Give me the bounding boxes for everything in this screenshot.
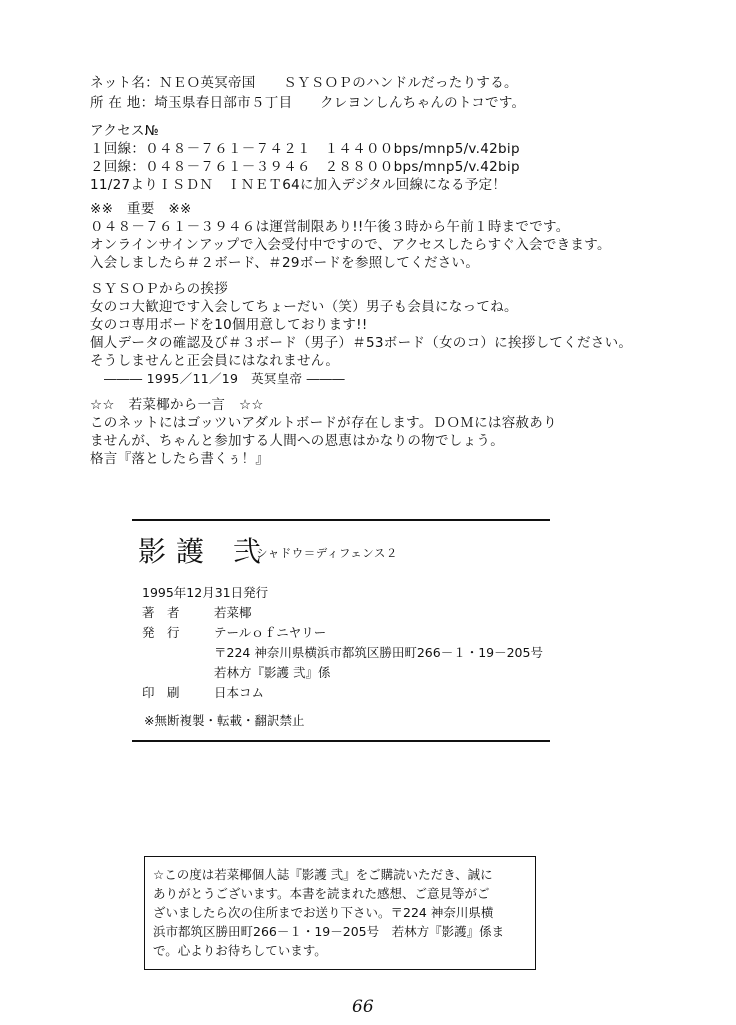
publication-date: 1995年12月31日発行 — [142, 585, 269, 600]
important-line-3: 入会しましたら＃２ボード、＃29ボードを参照してください。 — [90, 255, 480, 271]
important-line-2: オンラインサインアップで入会受付中ですので、アクセスしたらすぐ入会できます。 — [90, 237, 611, 253]
publisher-address-2: 若林方『影護 弐』係 — [214, 665, 331, 680]
publisher-value: テールｏｆニヤリー — [214, 625, 327, 640]
access-line-1: １回線：０４８－７６１－７４２１ １４４００bps/mnp5/v.42bip — [90, 141, 520, 157]
printer-label: 印 刷 — [142, 685, 180, 700]
printer-value: 日本コム — [214, 685, 265, 700]
sysop-line-1: 女のコ大歓迎です入会してちょーだい（笑）男子も会員になってね。 — [90, 299, 518, 315]
wakana-line-1: このネットにはゴッツいアダルトボードが存在します。ＤＯＭには容赦あり — [90, 415, 557, 431]
page-number: 66 — [352, 997, 374, 1017]
wakana-line-2: ませんが、ちゃんと参加する人間への恩恵はかなりの物でしょう。 — [90, 433, 504, 449]
sysop-line-2: 女のコ専用ボードを10個用意しております!! — [90, 317, 368, 333]
isdn-line: 11/27よりＩＳＤＮ ＩＮＥＴ64に加入デジタル回線になる予定！ — [90, 177, 507, 193]
thanks-line-3: ざいましたら次の住所までお送り下さい。〒224 神奈川県横 — [153, 905, 494, 920]
sysop-line-3: 個人データの確認及び＃３ボード（男子）＃53ボード（女のコ）に挨拶してください。 — [90, 335, 633, 351]
book-title: 影護 弐 — [138, 535, 271, 568]
copyright-notice: ※無断複製・転載・翻訳禁止 — [144, 713, 305, 728]
important-line-1: ０４８－７６１－３９４６は運営制限あり!!午後３時から午前１時までです。 — [90, 219, 570, 235]
wakana-line-3: 格言『落としたら書くぅ！』 — [90, 451, 270, 467]
colophon-top-rule — [132, 519, 550, 521]
sysop-signature: ――― 1995／11／19 英冥皇帝 ――― — [104, 371, 345, 386]
thanks-line-4: 浜市都筑区勝田町266－１・19－205号 若林方『影護』係ま — [153, 924, 505, 939]
thanks-box — [144, 856, 536, 970]
location-line: 所 在 地：埼玉県春日部市５丁目 クレヨンしんちゃんのトコです。 — [90, 95, 526, 111]
thanks-line-1: ☆この度は若菜椰個人誌『影護 弐』をご購読いただき、誠に — [153, 867, 493, 882]
access-heading: アクセス№ — [90, 123, 160, 139]
author-label: 著 者 — [142, 605, 180, 620]
important-heading: ※※ 重要 ※※ — [90, 201, 192, 217]
publisher-address: 〒224 神奈川県横浜市都筑区勝田町266－１・19－205号 — [214, 645, 543, 660]
author-value: 若菜椰 — [214, 605, 252, 620]
wakana-heading: ☆☆ 若菜椰から一言 ☆☆ — [90, 397, 264, 413]
net-name-line: ネット名：ＮＥＯ英冥帝国 ＳＹＳＯＰのハンドルだったりする。 — [90, 75, 518, 91]
thanks-line-2: ありがとうございます。本書を読まれた感想、ご意見等がご — [153, 886, 490, 901]
thanks-line-5: で。心よりお待ちしています。 — [153, 943, 327, 958]
sysop-heading: ＳＹＳＯＰからの挨拶 — [90, 281, 228, 297]
access-line-2: ２回線：０４８－７６１－３９４６ ２８８００bps/mnp5/v.42bip — [90, 159, 520, 175]
colophon-bottom-rule — [132, 740, 550, 742]
sysop-line-4: そうしませんと正会員にはなれません。 — [90, 353, 340, 369]
publisher-label: 発 行 — [142, 625, 180, 640]
book-subtitle: シャドウ＝ディフェンス２ — [256, 546, 398, 560]
